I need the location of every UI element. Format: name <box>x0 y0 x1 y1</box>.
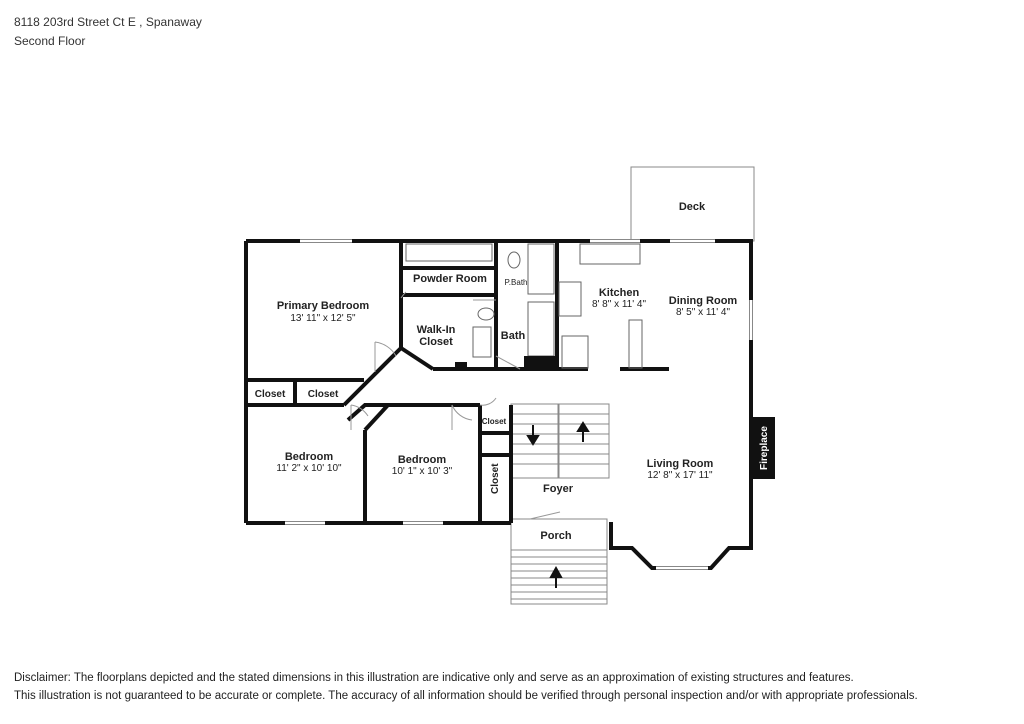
floor-label: Second Floor <box>14 34 86 48</box>
bedroom-2-label: Bedroom <box>397 454 447 466</box>
powder-room-label: Powder Room <box>413 273 487 285</box>
bedroom-2-dims: 10' 1" x 10' 3" <box>391 466 453 477</box>
closet-label-a: Closet <box>254 389 286 400</box>
fireplace-label: Fireplace <box>759 426 770 470</box>
disclaimer-line-2: This illustration is not guaranteed to be accurate or complete. The accuracy of all information should be verified through personal inspection and/or with appropriate professionals. <box>14 690 918 702</box>
walk-in-closet-label-2: Closet <box>419 336 453 348</box>
primary-bedroom-dims: 13' 11" x 12' 5" <box>290 313 356 324</box>
bath-block <box>524 356 556 369</box>
kitchen-label: Kitchen <box>598 287 640 299</box>
foyer-label: Foyer <box>543 483 573 495</box>
walls <box>246 241 751 568</box>
living-room-label: Living Room <box>646 458 714 470</box>
closet-label-b: Closet <box>307 389 339 400</box>
closet-label-c: Closet <box>481 417 507 426</box>
dining-room-label: Dining Room <box>668 295 738 307</box>
closet-label-d: Closet <box>490 463 501 494</box>
bath-label: Bath <box>500 330 526 342</box>
bedroom-1-label: Bedroom <box>284 451 334 463</box>
kitchen-dims: 8' 8" x 11' 4" <box>591 299 647 310</box>
porch-label: Porch <box>540 530 572 542</box>
bedroom-1-dims: 11' 2" x 10' 10" <box>276 463 342 474</box>
primary-bedroom-label: Primary Bedroom <box>276 300 370 312</box>
p-bath-label: P.Bath <box>504 278 528 287</box>
dining-room-dims: 8' 5" x 11' 4" <box>675 307 731 318</box>
address-text: 8118 203rd Street Ct E , Spanaway <box>14 15 202 29</box>
deck-label: Deck <box>678 201 706 213</box>
interior-stairs <box>511 404 609 478</box>
disclaimer-line-1: Disclaimer: The floorplans depicted and the stated dimensions in this illustration are indicative only and serve as an approximation of existing structures and features. <box>14 672 854 684</box>
living-room-dims: 12' 8" x 17' 11" <box>647 470 713 481</box>
closet-block <box>455 362 467 369</box>
walk-in-closet-label-1: Walk-In <box>416 324 456 336</box>
